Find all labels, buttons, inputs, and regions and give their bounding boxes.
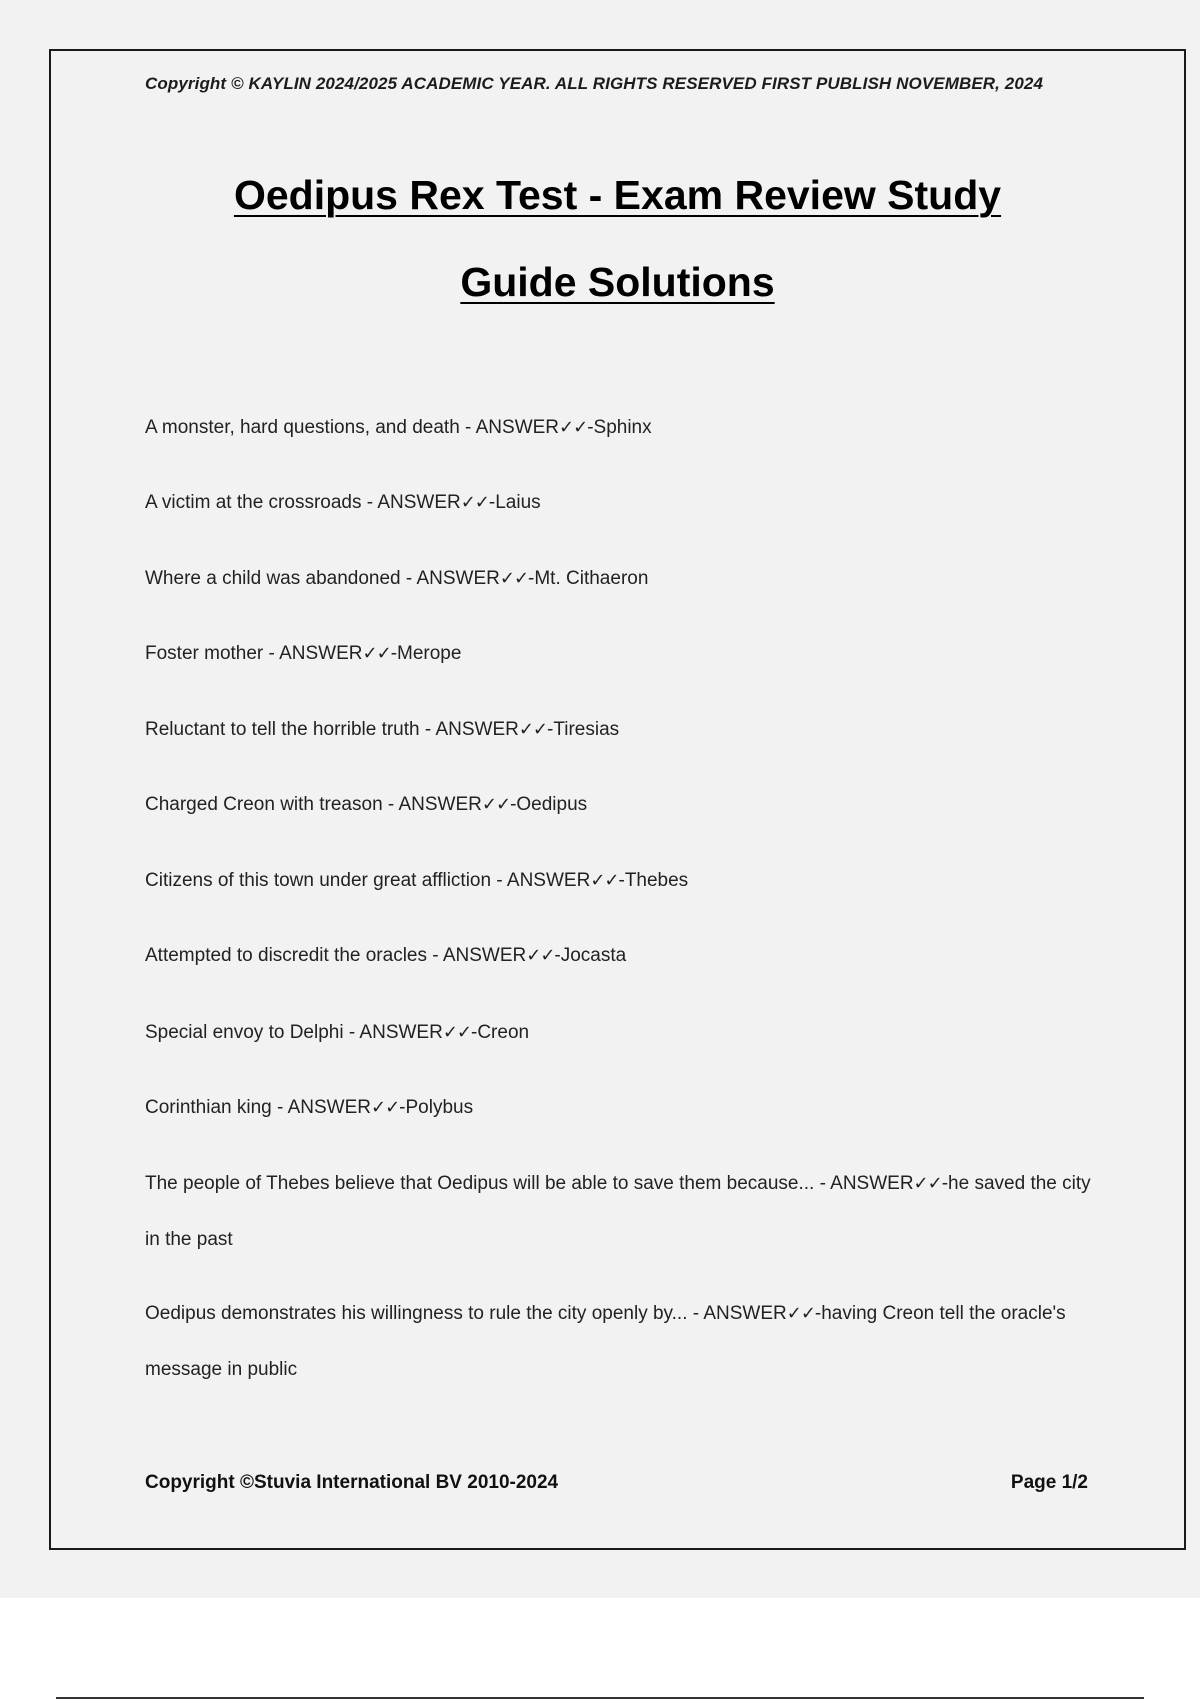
answer-text: Thebes <box>624 870 689 891</box>
page-number: Page 1/2 <box>1010 1472 1088 1493</box>
qa-item: Foster mother - ANSWER✓✓-Merope <box>145 643 462 664</box>
answer-text: Mt. Cithaeron <box>534 568 649 589</box>
footer-copyright: Copyright ©Stuvia International BV 2010-2024 <box>145 1472 559 1493</box>
double-check-icon: ✓✓ <box>499 568 529 589</box>
question-text: Special envoy to Delphi <box>145 1022 344 1043</box>
title-text-2: Guide Solutions <box>460 259 775 305</box>
document-title-line-2 <box>145 259 1090 306</box>
answer-marker: ANSWER <box>398 794 482 815</box>
double-check-icon: ✓✓ <box>481 794 511 815</box>
document-title-line-1 <box>145 172 1090 219</box>
qa-item: Charged Creon with treason - ANSWER✓✓-Oedipus <box>145 794 588 815</box>
answer-marker: ANSWER <box>506 870 591 891</box>
title-text-1: Oedipus Rex Test - Exam Review Study <box>233 172 1002 218</box>
answer-text: Creon <box>477 1022 530 1043</box>
double-check-icon: ✓✓ <box>442 1022 471 1043</box>
answer-text: Tiresias <box>553 719 620 740</box>
question-text: A monster, hard questions, and death <box>145 417 460 438</box>
qa-item: A monster, hard questions, and death - ANSWER✓✓-Sphinx <box>145 417 652 438</box>
answer-text: he saved the city in the past <box>145 1173 1091 1250</box>
double-check-icon: ✓✓ <box>559 417 588 438</box>
answer-marker: ANSWER <box>287 1097 371 1118</box>
qa-item: Special envoy to Delphi - ANSWER✓✓-Creon <box>145 1022 530 1043</box>
answer-marker: ANSWER <box>435 719 519 740</box>
header-copyright: Copyright © KAYLIN 2024/2025 ACADEMIC YEAR. ALL RIGHTS RESERVED FIRST PUBLISH NOVEMBER, 2024 <box>145 74 1044 93</box>
question-text: Reluctant to tell the horrible truth <box>145 719 420 740</box>
answer-text: Polybus <box>405 1097 474 1118</box>
double-check-icon: ✓✓ <box>460 492 489 513</box>
double-check-icon: ✓✓ <box>371 1097 400 1118</box>
answer-marker: ANSWER <box>359 1022 443 1043</box>
answer-marker: ANSWER <box>416 568 500 589</box>
double-check-icon: ✓✓ <box>913 1173 942 1194</box>
answer-text: Laius <box>495 492 541 513</box>
answer-text: having Creon tell the oracle's message in public <box>145 1303 1066 1380</box>
qa-item: A victim at the crossroads - ANSWER✓✓-Laius <box>145 492 541 513</box>
answer-marker: ANSWER <box>703 1303 787 1324</box>
double-check-icon: ✓✓ <box>518 719 548 740</box>
qa-item: Corinthian king - ANSWER✓✓-Polybus <box>145 1097 474 1118</box>
answer-text: Jocasta <box>560 945 627 966</box>
divider <box>56 1697 1144 1699</box>
question-text: Foster mother <box>145 643 264 664</box>
double-check-icon: ✓✓ <box>590 870 619 891</box>
answer-marker: ANSWER <box>442 945 527 966</box>
answer-marker: ANSWER <box>377 492 461 513</box>
qa-item: Oedipus demonstrates his willingness to rule the city openly by... - ANSWER✓✓-having Creon tell the oracle's message in public <box>145 1303 1066 1380</box>
double-check-icon: ✓✓ <box>362 643 391 664</box>
answer-marker: ANSWER <box>279 643 363 664</box>
answer-marker: ANSWER <box>475 417 560 438</box>
answer-marker: ANSWER <box>830 1173 914 1194</box>
qa-item: Citizens of this town under great affliction - ANSWER✓✓-Thebes <box>145 870 689 891</box>
question-text: The people of Thebes believe that Oedipus will be able to save them because... <box>145 1173 815 1194</box>
qa-item: The people of Thebes believe that Oedipus will be able to save them because... - ANSWER✓✓-he saved the city in the past <box>145 1173 1091 1250</box>
question-text: Charged Creon with treason <box>145 794 383 815</box>
qa-item: Reluctant to tell the horrible truth - ANSWER✓✓-Tiresias <box>145 719 620 740</box>
question-text: Attempted to discredit the oracles <box>145 945 427 966</box>
qa-item: Attempted to discredit the oracles - ANSWER✓✓-Jocasta <box>145 945 627 966</box>
question-text: Citizens of this town under great affliction <box>145 870 492 891</box>
answer-text: Merope <box>397 643 462 664</box>
question-text: A victim at the crossroads <box>145 492 362 513</box>
double-check-icon: ✓✓ <box>786 1303 815 1324</box>
qa-item: Where a child was abandoned - ANSWER✓✓-Mt. Cithaeron <box>145 568 649 589</box>
question-text: Where a child was abandoned <box>145 568 401 589</box>
double-check-icon: ✓✓ <box>526 945 555 966</box>
question-text: Oedipus demonstrates his willingness to rule the city openly by... <box>145 1303 688 1324</box>
answer-text: Sphinx <box>593 417 652 438</box>
question-text: Corinthian king <box>145 1097 272 1118</box>
answer-text: Oedipus <box>516 794 588 815</box>
